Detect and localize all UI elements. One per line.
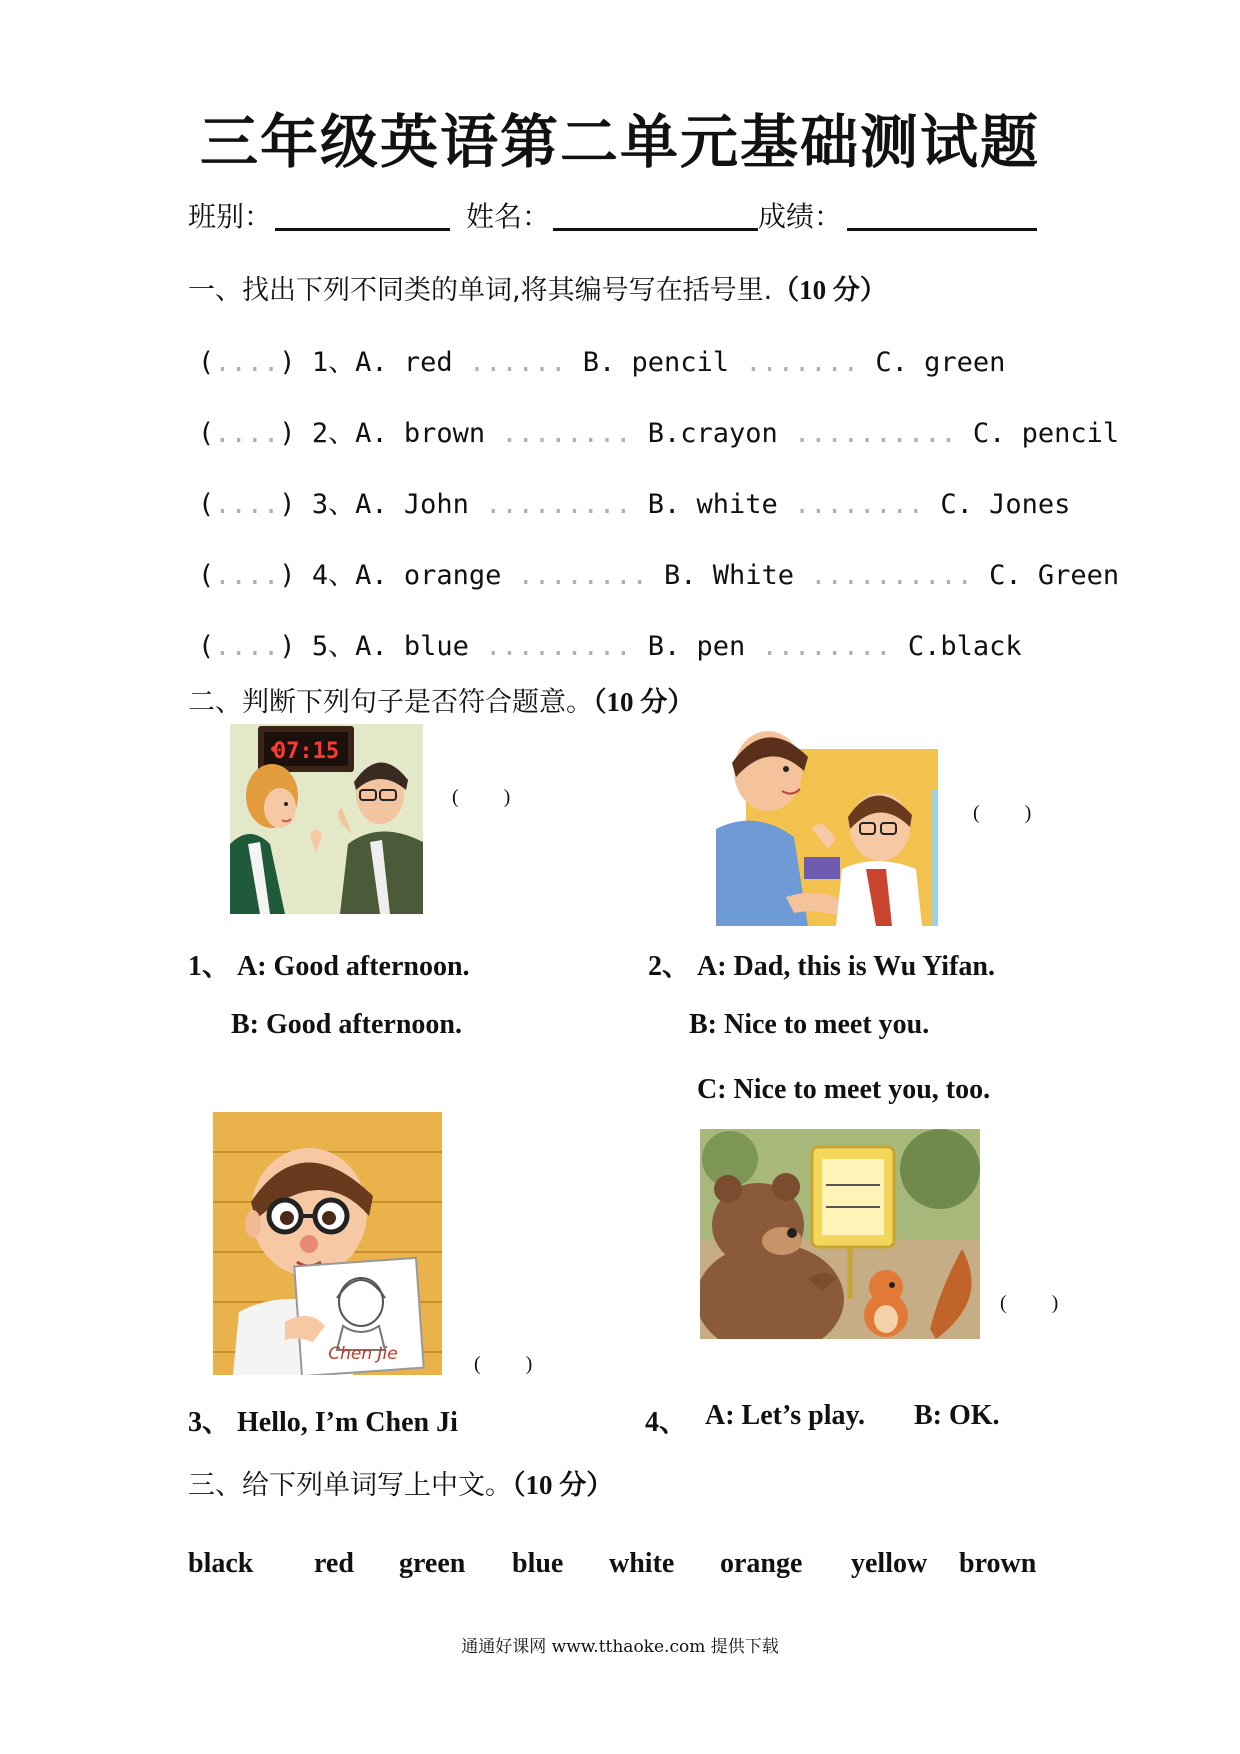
section2-title: 二、判断下列句子是否符合题意。 <box>188 687 593 718</box>
question-row-3: (....) 3、A. John ......... B. white ........ C. Jones <box>198 489 1071 520</box>
q1-c-label: C. <box>875 347 908 378</box>
q1-number: 1、 <box>311 347 356 378</box>
q4-option-b: White <box>712 560 795 591</box>
q2-b-label: B. <box>647 418 681 449</box>
question-row-1: (....) 1、A. red ...... B. pencil ....... C. green <box>198 347 1006 378</box>
q3-b-label: B. <box>647 489 681 520</box>
word-blue: blue <box>512 1548 564 1579</box>
q3-a-label: A. <box>355 489 388 520</box>
word-red: red <box>314 1548 354 1579</box>
word-yellow: yellow <box>851 1548 928 1579</box>
dad-and-boy-illustration <box>716 719 938 926</box>
q4-a-label: A. <box>355 560 388 591</box>
section1-heading <box>188 268 887 307</box>
q2-option-a: brown <box>403 418 486 449</box>
name-label: 姓名： <box>466 200 551 233</box>
q5-option-c: black <box>940 631 1022 662</box>
boy-with-drawing-illustration <box>213 1112 442 1375</box>
word-white: white <box>609 1548 675 1579</box>
q4-option-c: Green <box>1037 560 1120 591</box>
q5-number: 5、 <box>311 631 356 662</box>
question-row-2: (....) 2、A. brown ........ B.crayon .......... C. pencil <box>198 418 1120 449</box>
drawing-caption: Chen Jie <box>328 1344 398 1364</box>
answer-paren-2[interactable]: ( ) <box>973 802 1032 824</box>
dialogue-2-line-1: 2、 A: Dad, this is Wu Yifan. <box>648 951 995 982</box>
q1-option-a: red <box>403 347 453 378</box>
section2-heading <box>188 680 694 719</box>
class-field[interactable] <box>275 228 450 231</box>
bear-and-squirrel-illustration <box>700 1129 980 1339</box>
dialogue-4-line-b: B: OK. <box>914 1400 1000 1431</box>
section1-title: 一、找出下列不同类的单词,将其编号写在括号里. <box>188 275 773 306</box>
dialogue-4-line-a: A: Let’s play. <box>705 1400 865 1431</box>
picture-4 <box>700 1129 980 1339</box>
q5-a-label: A. <box>355 631 388 662</box>
q3-option-b: white <box>696 489 778 520</box>
picture-2 <box>716 719 938 926</box>
section3-points: （10 分） <box>512 1470 614 1500</box>
picture-3 <box>213 1112 442 1375</box>
name-field[interactable] <box>553 228 758 231</box>
q1-option-b: pencil <box>631 347 730 378</box>
question-row-5: (....) 5、A. blue ......... B. pen ........ C.black <box>198 631 1022 662</box>
q2-option-c: pencil <box>1021 418 1120 449</box>
q3-c-label: C. <box>940 489 973 520</box>
section3-heading <box>188 1463 613 1502</box>
score-label: 成绩： <box>758 200 843 233</box>
q2-number: 2、 <box>311 418 356 449</box>
adults-greeting-illustration <box>230 724 423 914</box>
score-field[interactable] <box>847 228 1037 231</box>
q5-option-a: blue <box>403 631 469 662</box>
q2-option-b: crayon <box>680 418 778 449</box>
dialogue-1-line-1: 1、 A: Good afternoon. <box>188 951 470 982</box>
word-brown: brown <box>959 1548 1037 1579</box>
q2-c-label: C. <box>972 418 1006 449</box>
q2-a-label: A. <box>355 418 388 449</box>
clock-digits: 07:15 <box>272 739 340 764</box>
class-label: 班别： <box>188 200 273 233</box>
q4-number: 4、 <box>311 560 356 591</box>
dialogue-2-line-2: B: Nice to meet you. <box>689 1009 930 1040</box>
word-black: black <box>188 1548 254 1579</box>
page-title: 三年级英语第二单元基础测试题 <box>199 108 1040 176</box>
dialogue-1-line-2: B: Good afternoon. <box>231 1009 462 1040</box>
picture-1 <box>230 724 423 914</box>
footer-source: 通通好课网 www.tthaoke.com 提供下载 <box>461 1637 779 1657</box>
answer-paren-1[interactable]: ( ) <box>452 786 511 808</box>
section1-points: （10 分） <box>772 275 887 305</box>
question-row-4: (....) 4、A. orange ........ B. White .......... C. Green <box>198 560 1120 591</box>
section2-points: （10 分） <box>593 687 695 717</box>
answer-paren-4[interactable]: ( ) <box>1000 1292 1059 1314</box>
q1-b-label: B. <box>582 347 616 378</box>
q1-option-c: green <box>924 347 1006 378</box>
answer-paren-3[interactable]: ( ) <box>474 1353 533 1375</box>
q3-option-c: Jones <box>989 489 1071 520</box>
section3-title: 三、给下列单词写上中文。 <box>188 1470 512 1501</box>
q5-option-b: pen <box>696 631 746 662</box>
q4-c-label: C. <box>989 560 1022 591</box>
sentence-3: 3、 Hello, I’m Chen Ji <box>188 1407 458 1438</box>
q1-a-label: A. <box>355 347 388 378</box>
dialogue-4-number: 4、 <box>645 1407 688 1438</box>
dialogue-2-line-3: C: Nice to meet you, too. <box>697 1074 991 1105</box>
word-green: green <box>399 1548 466 1579</box>
q5-b-label: B. <box>647 631 681 662</box>
q4-option-a: orange <box>403 560 502 591</box>
word-orange: orange <box>720 1548 803 1579</box>
q5-c-label: C. <box>907 631 941 662</box>
q4-b-label: B. <box>663 560 697 591</box>
q3-number: 3、 <box>311 489 356 520</box>
q3-option-a: John <box>403 489 469 520</box>
